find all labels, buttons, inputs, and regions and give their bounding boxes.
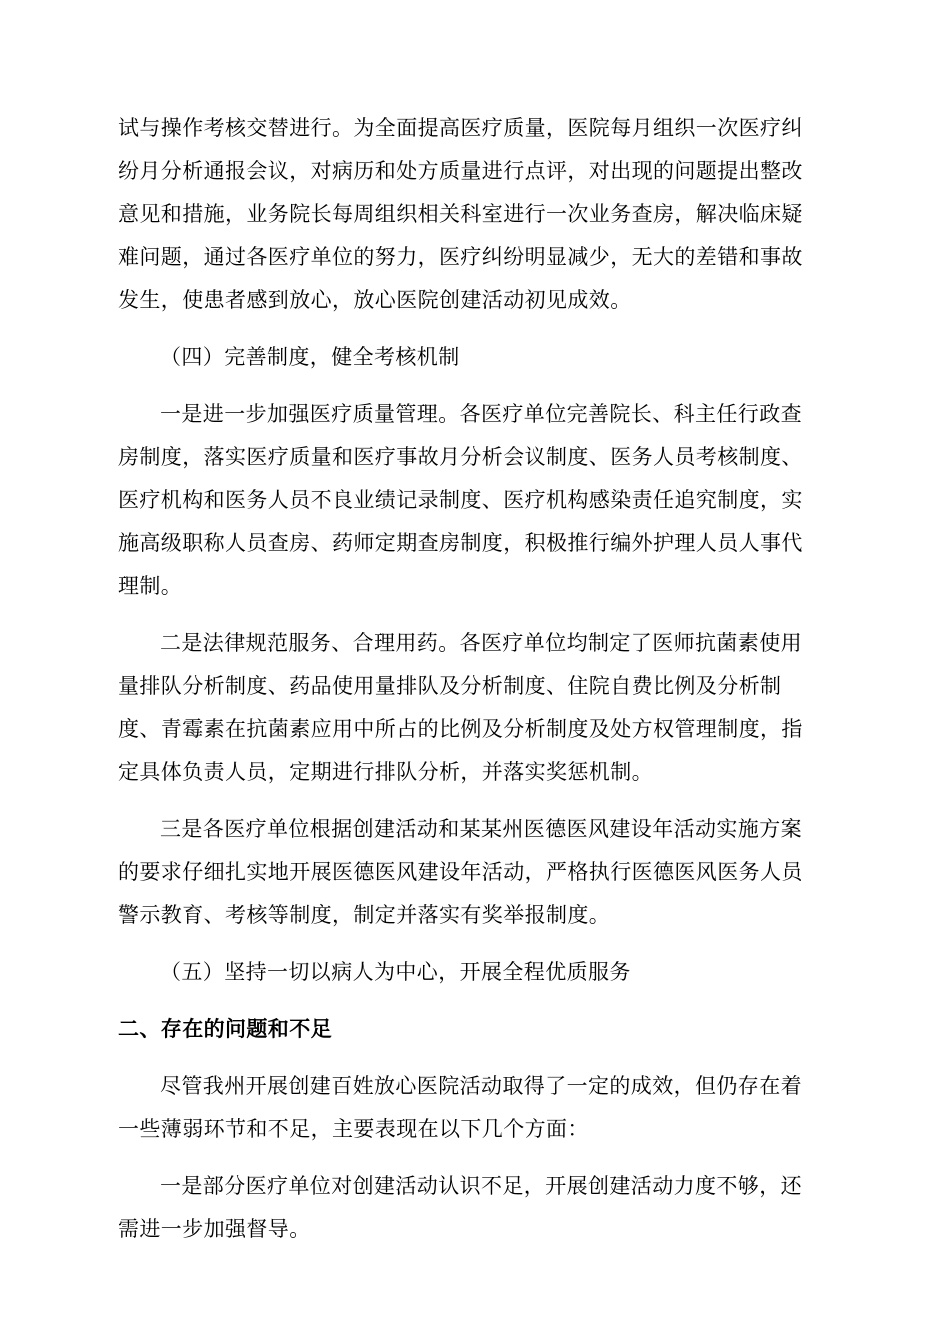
paragraph-line: 发生，使患者感到放心，放心医院创建活动初见成效。 [118,288,632,312]
section-heading: 二、存在的问题和不足 [118,1017,332,1041]
paragraph-line: 理制。 [118,574,183,598]
paragraph-line: 警示教育、考核等制度，制定并落实有奖举报制度。 [118,903,611,927]
paragraph-line: 一是进一步加强医疗质量管理。各医疗单位完善院长、科主任行政查 [160,402,802,426]
paragraph-line: 意见和措施，业务院长每周组织相关科室进行一次业务查房，解决临床疑 [118,202,803,226]
paragraph-line: 纷月分析通报会议，对病历和处方质量进行点评，对出现的问题提出整改 [118,159,803,183]
paragraph-line: 尽管我州开展创建百姓放心医院活动取得了一定的成效，但仍存在着 [160,1074,802,1098]
paragraph-line: 需进一步加强督导。 [118,1217,311,1241]
paragraph-line: 的要求仔细扎实地开展医德医风建设年活动，严格执行医德医风医务人员 [118,860,803,884]
paragraph-line: 施高级职称人员查房、药师定期查房制度，积极推行编外护理人员人事代 [118,531,803,555]
section-subheading: （五）坚持一切以病人为中心，开展全程优质服务 [160,960,631,984]
paragraph-line: 二是法律规范服务、合理用药。各医疗单位均制定了医师抗菌素使用 [160,631,802,655]
paragraph-line: 度、青霉素在抗菌素应用中所占的比例及分析制度及处方权管理制度，指 [118,717,803,741]
paragraph-line: 一些薄弱环节和不足，主要表现在以下几个方面： [118,1117,589,1141]
paragraph-line: 房制度，落实医疗质量和医疗事故月分析会议制度、医务人员考核制度、 [118,445,803,469]
paragraph-line: 试与操作考核交替进行。为全面提高医疗质量，医院每月组织一次医疗纠 [118,116,803,140]
paragraph-line: 一是部分医疗单位对创建活动认识不足，开展创建活动力度不够，还 [160,1174,802,1198]
section-subheading: （四）完善制度，健全考核机制 [160,345,460,369]
paragraph-line: 医疗机构和医务人员不良业绩记录制度、医疗机构感染责任追究制度，实 [118,488,803,512]
paragraph-line: 量排队分析制度、药品使用量排队及分析制度、住院自费比例及分析制 [118,674,782,698]
paragraph-line: 难问题，通过各医疗单位的努力，医疗纠纷明显减少，无大的差错和事故 [118,245,803,269]
paragraph-line: 定具体负责人员，定期进行排队分析，并落实奖惩机制。 [118,760,653,784]
paragraph-line: 三是各医疗单位根据创建活动和某某州医德医风建设年活动实施方案 [160,817,802,841]
